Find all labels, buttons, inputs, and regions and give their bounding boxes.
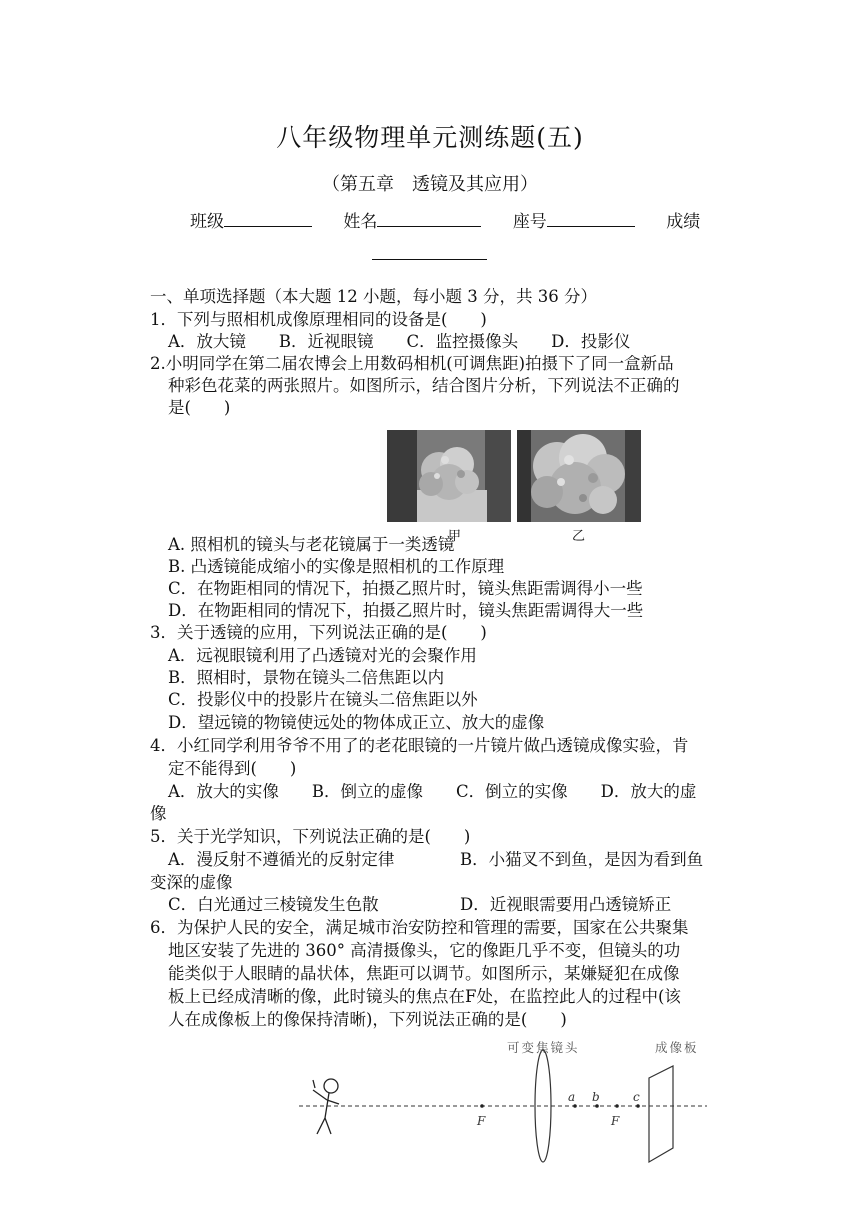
point-b bbox=[595, 1104, 599, 1108]
score-label: 成绩 bbox=[666, 212, 701, 232]
q3-option-b: B．照相时，景物在镜头二倍焦距以内 bbox=[168, 668, 445, 687]
focus-right-label: F bbox=[611, 1114, 620, 1128]
q5-stem: 5．关于光学知识，下列说法正确的是( ) bbox=[150, 827, 471, 846]
q5-option-d: D．近视眼需要用凸透镜矫正 bbox=[460, 895, 672, 914]
q2-option-d: D．在物距相同的情况下，拍摄乙照片时，镜头焦距需调得大一些 bbox=[168, 601, 644, 620]
photo-yi bbox=[517, 430, 641, 522]
score-blank[interactable] bbox=[372, 259, 487, 260]
q6-stem-2: 地区安装了先进的 360° 高清摄像头，它的像距几乎不变，但镜头的功 bbox=[168, 941, 681, 960]
q2-stem-3: 是( ) bbox=[168, 398, 231, 417]
photo-jia-label: 甲 bbox=[448, 529, 462, 544]
q2-stem-1: 2.小明同学在第二届农博会上用数码相机(可调焦距)拍摄下了同一盒新品 bbox=[150, 354, 674, 373]
photo-jia bbox=[387, 430, 511, 522]
name-blank[interactable] bbox=[377, 208, 481, 227]
image-screen bbox=[649, 1066, 673, 1162]
point-c-label: c bbox=[633, 1090, 640, 1104]
photo-yi-label: 乙 bbox=[572, 529, 586, 544]
focus-left-point bbox=[480, 1104, 484, 1108]
point-a-label: a bbox=[568, 1090, 576, 1104]
q5-option-b-1: B．小猫叉不到鱼，是因为看到鱼 bbox=[460, 850, 704, 869]
q5-option-b-2: 变深的虚像 bbox=[150, 873, 233, 892]
q3-option-c: C．投影仪中的投影片在镜头二倍焦距以外 bbox=[168, 690, 478, 709]
focus-left-label: F bbox=[477, 1114, 486, 1128]
q2-stem-2: 种彩色花菜的两张照片。如图所示，结合图片分析，下列说法不正确的 bbox=[168, 376, 680, 395]
q5-option-a: A．漫反射不遵循光的反射定律 bbox=[168, 850, 395, 869]
class-label: 班级 bbox=[190, 212, 224, 232]
screen-label: 成像板 bbox=[655, 1040, 699, 1055]
q3-stem: 3．关于透镜的应用，下列说法正确的是( ) bbox=[150, 623, 487, 642]
q1-options: A．放大镜 B．近视眼镜 C．监控摄像头 D．投影仪 bbox=[168, 332, 631, 351]
student-info-line bbox=[190, 207, 700, 232]
q6-stem-3: 能类似于人眼睛的晶状体，焦距可以调节。如图所示，某嫌疑犯在成像 bbox=[168, 964, 680, 983]
q4-options-2: 像 bbox=[150, 804, 167, 823]
q3-option-d: D．望远镜的物镜使远处的物体成正立、放大的虚像 bbox=[168, 713, 545, 732]
focus-right-point bbox=[615, 1104, 619, 1108]
q2-option-a: A. 照相机的镜头与老花镜属于一类透镜 bbox=[168, 535, 455, 554]
q2-option-b: B. 凸透镜能成缩小的实像是照相机的工作原理 bbox=[168, 557, 505, 576]
q6-stem-5: 人在成像板上的像保持清晰)，下列说法正确的是( ) bbox=[168, 1010, 567, 1029]
section-heading: 一、单项选择题（本大题 12 小题，每小题 3 分，共 36 分） bbox=[150, 287, 597, 306]
q6-stem-1: 6．为保护人民的安全，满足城市治安防控和管理的需要，国家在公共聚集 bbox=[150, 918, 689, 937]
q3-option-a: A．远视眼镜利用了凸透镜对光的会聚作用 bbox=[168, 646, 477, 665]
page-subtitle: （第五章 透镜及其应用） bbox=[322, 174, 538, 195]
point-c bbox=[636, 1104, 640, 1108]
point-a bbox=[573, 1104, 577, 1108]
class-blank[interactable] bbox=[224, 208, 312, 227]
lens-label: 可变焦镜头 bbox=[507, 1040, 580, 1055]
page-title: 八年级物理单元测练题(五) bbox=[276, 123, 584, 152]
q4-stem-2: 定不能得到( ) bbox=[168, 759, 297, 778]
seat-blank[interactable] bbox=[547, 208, 635, 227]
camera-lens-diagram bbox=[295, 1038, 715, 1168]
name-label: 姓名 bbox=[343, 212, 378, 232]
point-b-label: b bbox=[592, 1090, 600, 1104]
q4-options-1: A．放大的实像 B．倒立的虚像 C．倒立的实像 D．放大的虚 bbox=[168, 782, 697, 801]
q6-stem-4: 板上已经成清晰的像，此时镜头的焦点在F处，在监控此人的过程中(该 bbox=[168, 987, 681, 1006]
q2-option-c: C．在物距相同的情况下，拍摄乙照片时，镜头焦距需调得小一些 bbox=[168, 579, 643, 598]
cauliflower-photos bbox=[387, 430, 643, 524]
q1-stem: 1．下列与照相机成像原理相同的设备是( ) bbox=[150, 310, 487, 329]
seat-label: 座号 bbox=[512, 212, 547, 232]
q5-option-c: C．白光通过三棱镜发生色散 bbox=[168, 895, 379, 914]
q4-stem-1: 4．小红同学利用爷爷不用了的老花眼镜的一片镜片做凸透镜成像实验，肯 bbox=[150, 736, 689, 755]
